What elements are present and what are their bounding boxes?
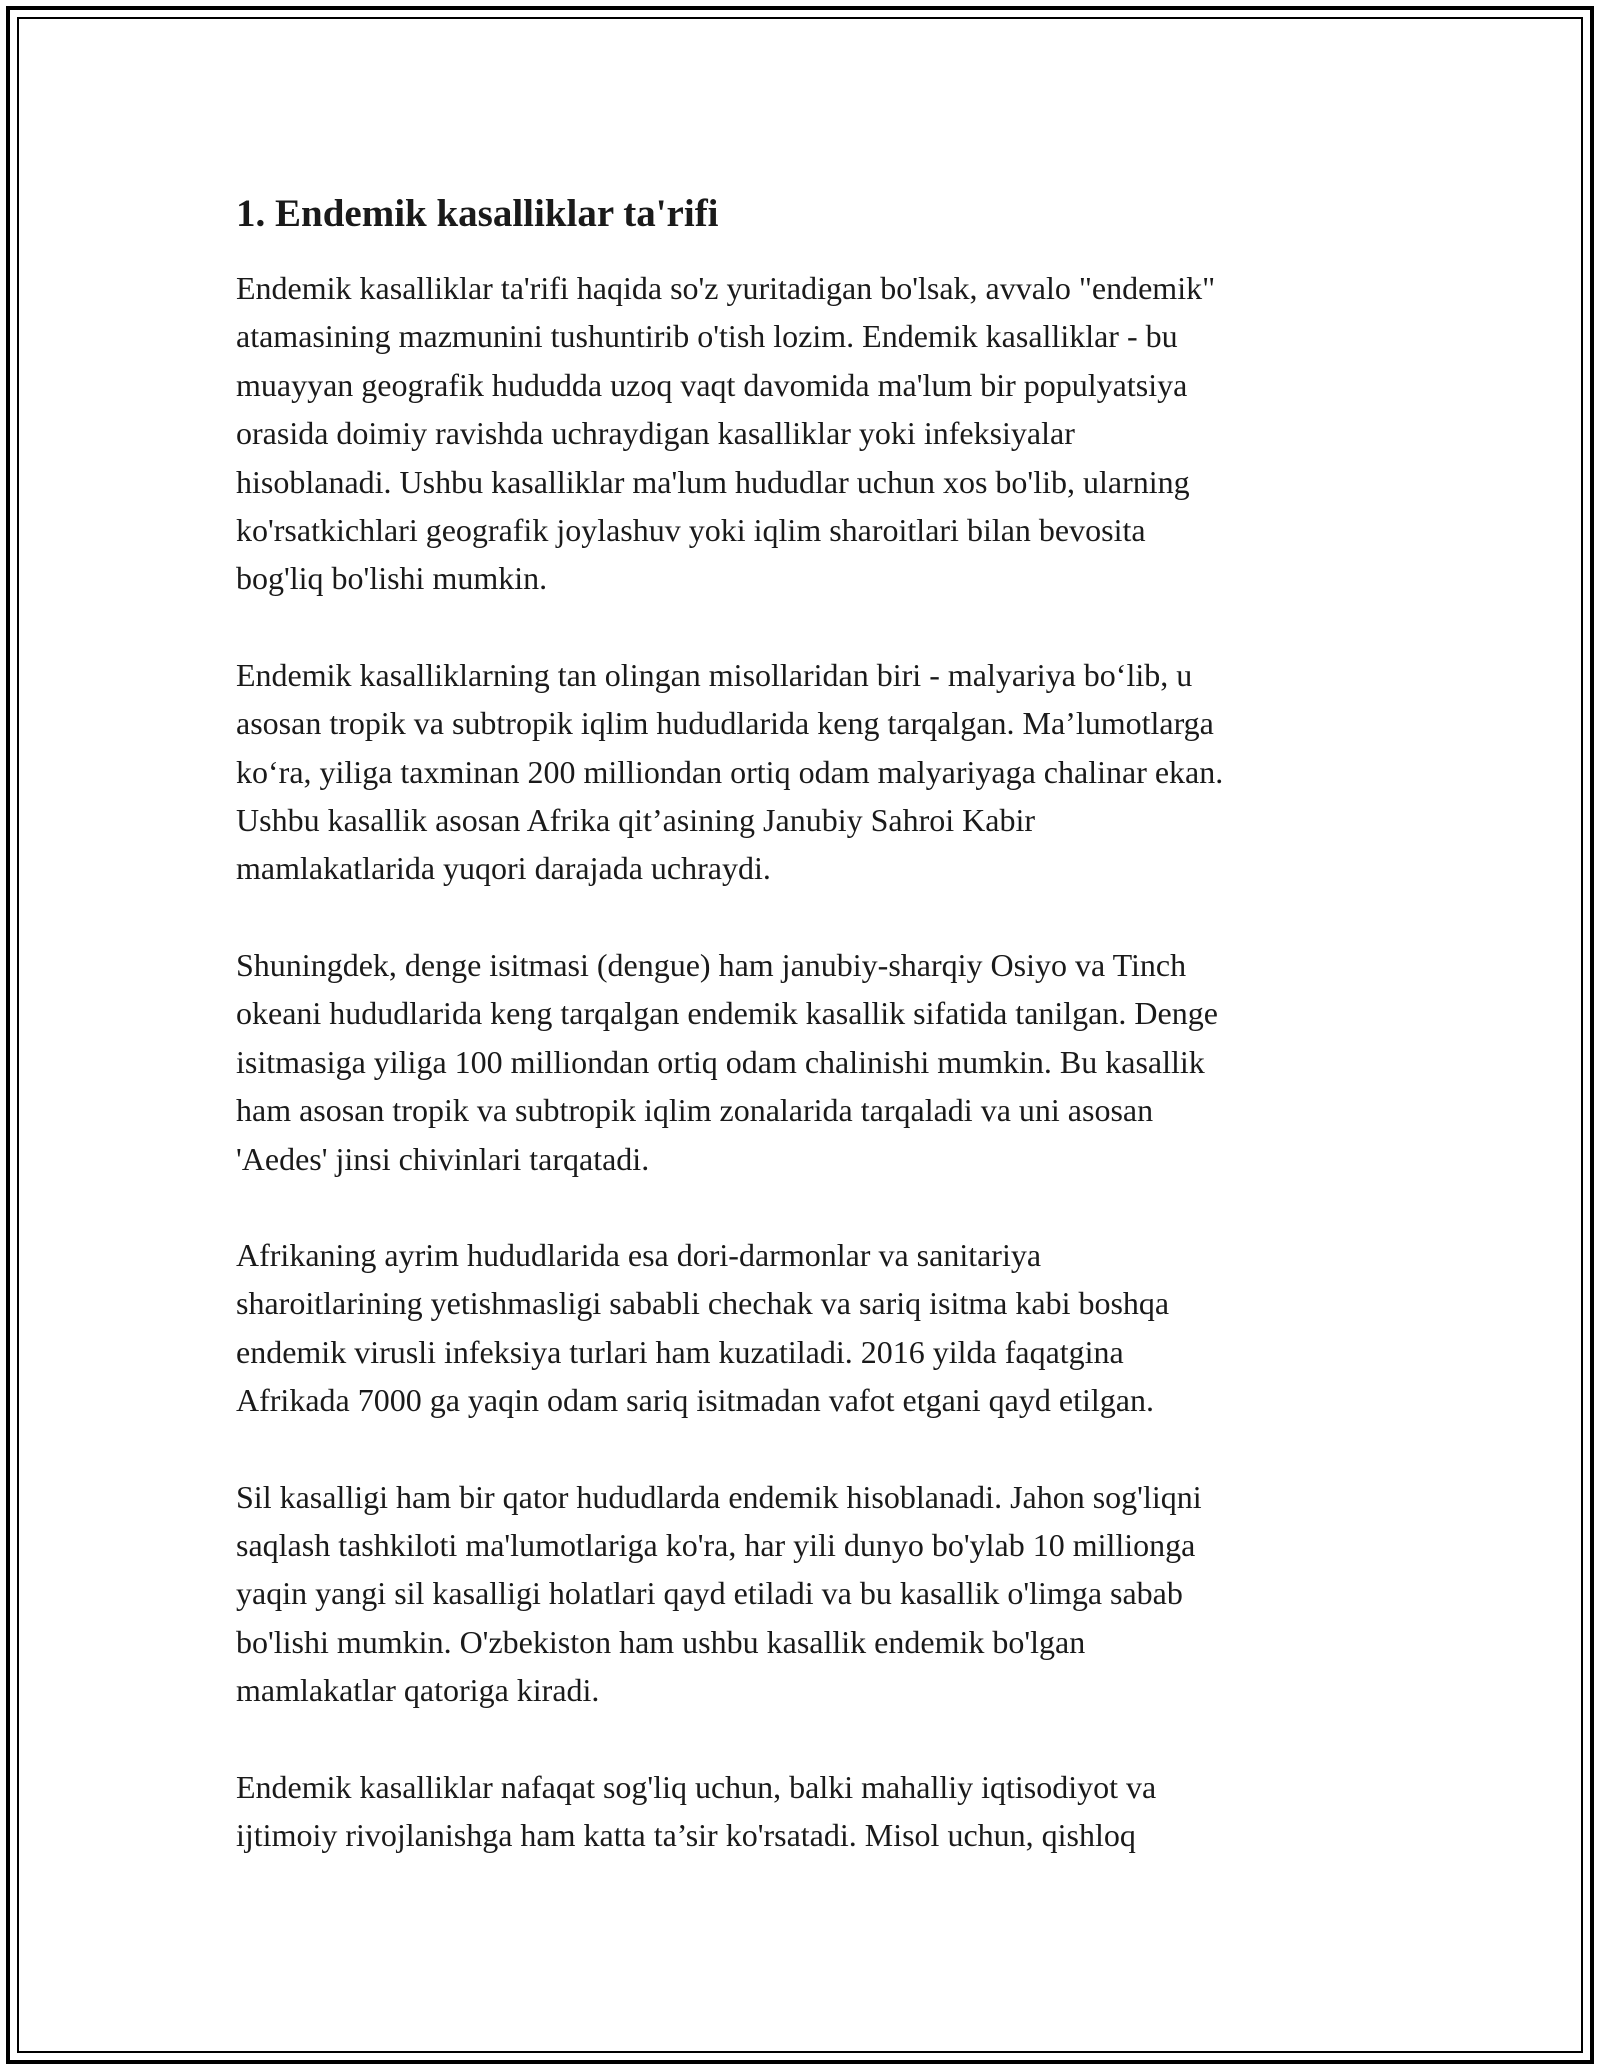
paragraph-economic-impact: Endemik kasalliklar nafaqat sog'liq uchun, balki mahalliy iqtisodiyot va ijtimoiy rivojlanishga ham katta ta’sir ko'rsatadi. Misol uchun, qishloq (236, 1768, 1157, 1853)
document-content (236, 186, 1396, 1907)
paragraph-malaria: Endemik kasalliklarning tan olingan misollaridan biri - malyariya bo‘lib, u asosan tropik va subtropik iqlim hududlarida keng tarqalgan. Ma’lumotlarga ko‘ra, yiliga taxminan 200 milliondan ortiq odam malyariyaga chalinar ekan. Ushbu kasallik asosan Afrika qit’asining Janubiy Sahroi Kabir mamlakatlarida yuqori darajada uchraydi. (236, 656, 1224, 887)
paragraph-africa-infections: Afrikaning ayrim hududlarida esa dori-darmonlar va sanitariya sharoitlarining yetishmasligi sababli chechak va sariq isitma kabi boshqa endemik virusli infeksiya turlari ham kuzatiladi. 2016 yilda faqatgina Afrikada 7000 ga yaqin odam sariq isitmadan vafot etgani qayd etilgan. (236, 1236, 1170, 1419)
paragraph-dengue: Shuningdek, denge isitmasi (dengue) ham janubiy-sharqiy Osiyo va Tinch okeani hududlarida keng tarqalgan endemik kasallik sifatida tanilgan. Denge isitmasiga yiliga 100 milliondan ortiq odam chalinishi mumkin. Bu kasallik ham asosan tropik va subtropik iqlim zonalarida tarqaladi va uni asosan 'Aedes' jinsi chivinlari tarqatadi. (236, 946, 1218, 1177)
paragraph-tuberculosis: Sil kasalligi ham bir qator hududlarda endemik hisoblanadi. Jahon sog'liqni saqlash tashkiloti ma'lumotlariga ko'ra, har yili dunyo bo'ylab 10 millionga yaqin yangi sil kasalligi holatlari qayd etiladi va bu kasallik o'limga sabab bo'lishi mumkin. O'zbekiston ham ushbu kasallik endemik bo'lgan mamlakatlar qatoriga kiradi. (236, 1478, 1202, 1709)
paragraph-definition: Endemik kasalliklar ta'rifi haqida so'z yuritadigan bo'lsak, avvalo "endemik" atamasining mazmunini tushuntirib o'tish lozim. Endemik kasalliklar - bu muayyan geografik hududda uzoq vaqt davomida ma'lum bir populyatsiya orasida doimiy ravishda uchraydigan kasalliklar yoki infeksiyalar hisoblanadi. Ushbu kasalliklar ma'lum hududlar uchun xos bo'lib, ularning ko'rsatkichlari geografik joylashuv yoki iqlim sharoitlari bilan bevosita bog'liq bo'lishi mumkin. (236, 270, 1216, 597)
section-heading: 1. Endemik kasalliklar ta'rifi (236, 192, 719, 235)
